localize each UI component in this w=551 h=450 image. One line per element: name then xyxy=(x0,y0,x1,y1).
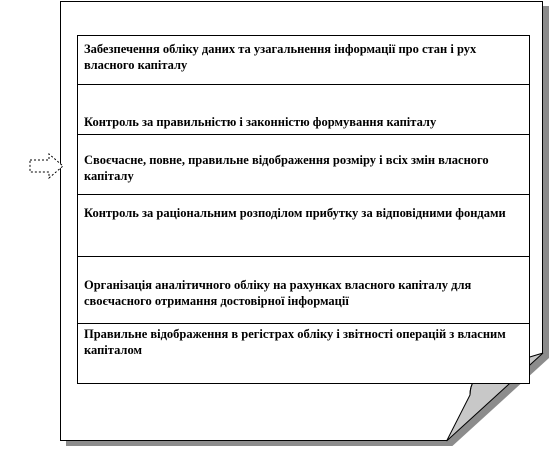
task-row xyxy=(78,134,529,194)
task-row xyxy=(78,36,529,84)
task-row xyxy=(78,194,529,256)
task-row xyxy=(78,323,529,385)
task-row xyxy=(78,256,529,323)
dashed-right-arrow-icon xyxy=(29,153,65,179)
task-label: Організація аналітичного обліку на рахунках власного капіталу для своєчасного отримання достовірної інформації xyxy=(84,278,472,308)
task-label: Правильне відображення в регістрах обліку і звітності операцій з власним капіталом xyxy=(84,327,506,357)
task-label: Контроль за правильністю і законністю формування капіталу xyxy=(84,115,437,129)
task-label: Своєчасне, повне, правильне відображення розміру і всіх змін власного капіталу xyxy=(84,153,489,183)
task-row xyxy=(78,84,529,134)
task-label: Контроль за раціональним розподілом прибутку за відповідними фондами xyxy=(84,206,506,220)
tasks-table xyxy=(77,35,530,384)
task-label: Забезпечення обліку даних та узагальнення інформації про стан і рух власного капіталу xyxy=(84,42,477,72)
